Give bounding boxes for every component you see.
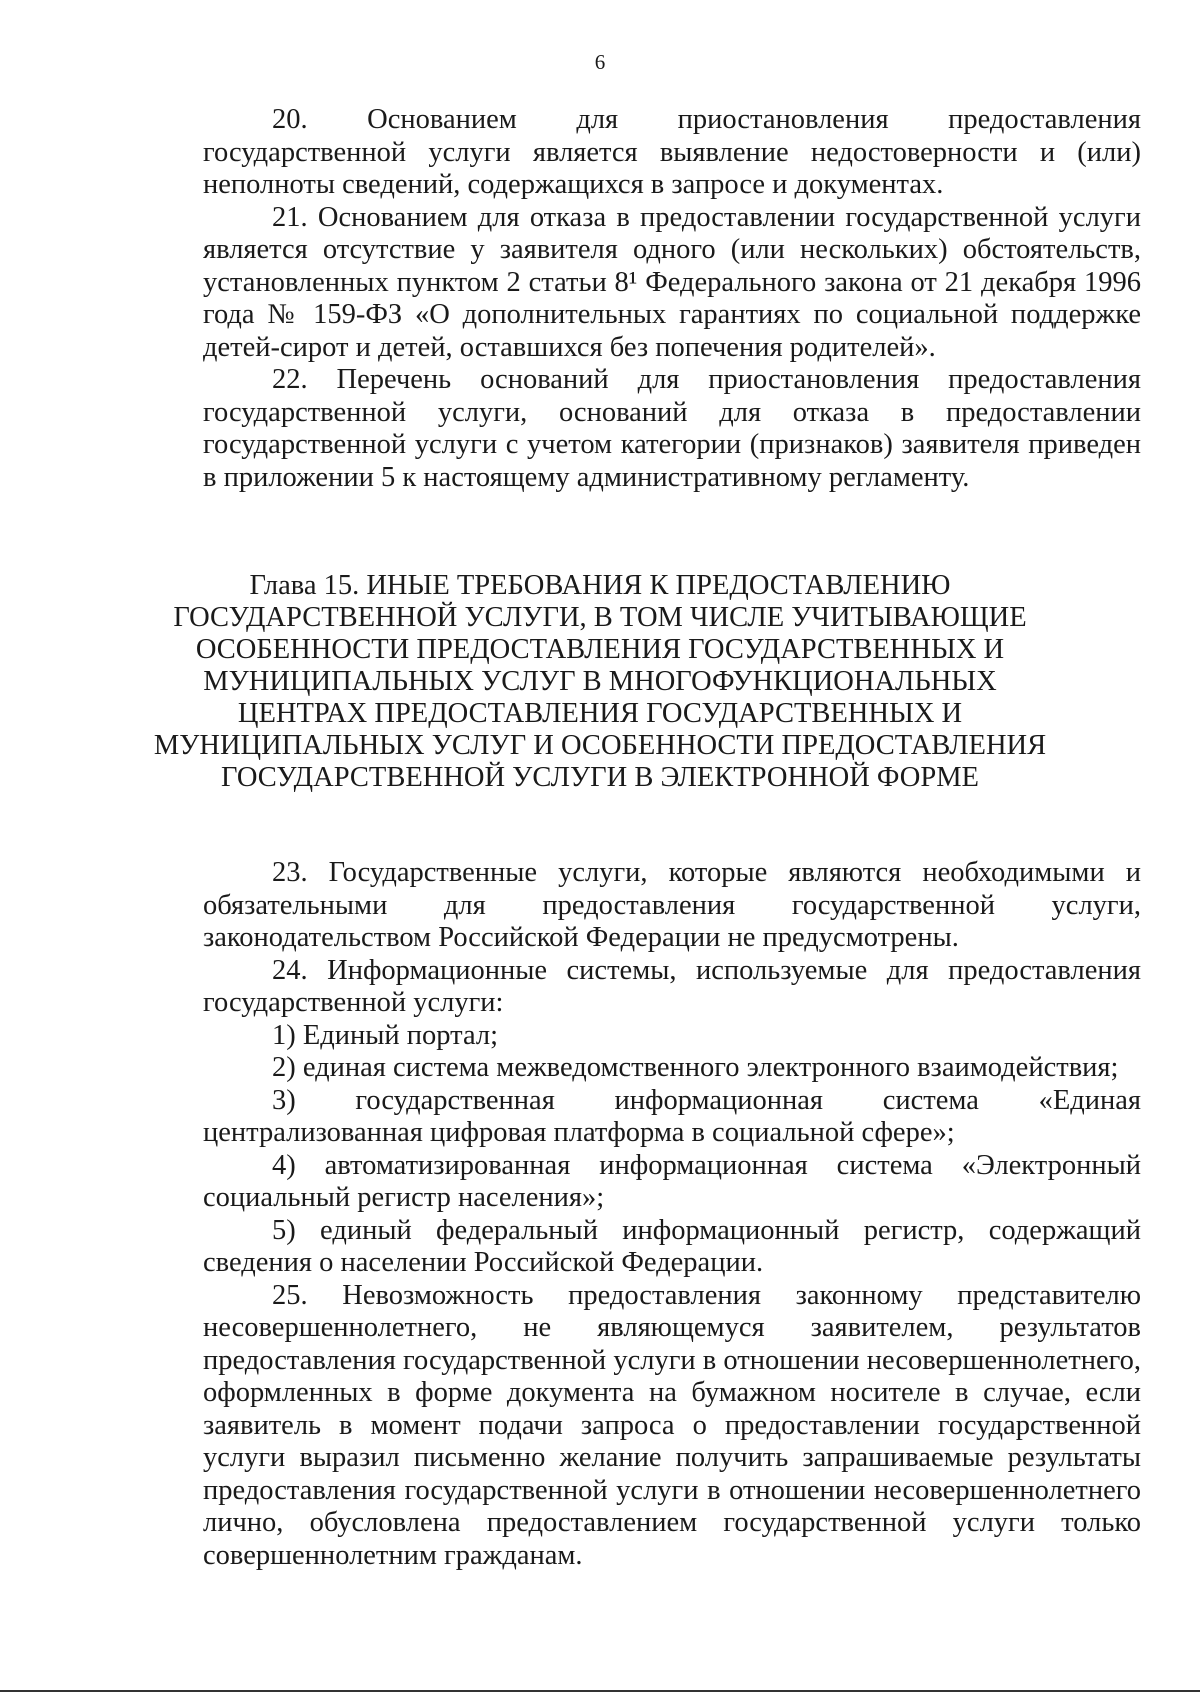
- chapter-heading: Глава 15. ИНЫЕ ТРЕБОВАНИЯ К ПРЕДОСТАВЛЕНИЮ ГОСУДАРСТВЕННОЙ УСЛУГИ, В ТОМ ЧИСЛЕ УЧИТЫВАЮЩИЕ ОСОБЕННОСТИ ПРЕДОСТАВЛЕНИЯ ГОСУДАРСТВЕННЫХ И МУНИЦИПАЛЬНЫХ УСЛУГ В МНОГОФУНКЦИОНАЛЬНЫХ ЦЕНТРАХ ПРЕДОСТАВЛЕНИЯ ГОСУДАРСТВЕННЫХ И МУНИЦИПАЛЬНЫХ УСЛУГ И ОСОБЕННОСТИ ПРЕДОСТАВЛЕНИЯ ГОСУДАРСТВЕННОЙ УСЛУГИ В ЭЛЕКТРОННОЙ ФОРМЕ: [153, 570, 1047, 793]
- list-item-3: 3) государственная информационная система «Единая централизованная цифровая платформа в социальной сфере»;: [203, 1084, 1141, 1148]
- list-item-4: 4) автоматизированная информационная система «Электронный социальный регистр населения»;: [203, 1149, 1141, 1213]
- document-body-bottom: [203, 857, 1141, 1572]
- paragraph-22: 22. Перечень оснований для приостановления предоставления государственной услуги, оснований для отказа в предоставлении государственной услуги с учетом категории (признаков) заявителя приведен в приложении 5 к настоящему административному регламенту.: [203, 364, 1141, 493]
- list-item-5: 5) единый федеральный информационный регистр, содержащий сведения о населении Российской Федерации.: [203, 1214, 1141, 1278]
- paragraph-24: 24. Информационные системы, используемые для предоставления государственной услуги:: [203, 954, 1141, 1018]
- paragraph-20: 20. Основанием для приостановления предоставления государственной услуги является выявление недостоверности и (или) неполноты сведений, содержащихся в запросе и документах.: [203, 104, 1141, 200]
- paragraph-23: 23. Государственные услуги, которые являются необходимыми и обязательными для предоставления государственной услуги, законодательством Российской Федерации не предусмотрены.: [203, 857, 1141, 953]
- paragraph-21: 21. Основанием для отказа в предоставлении государственной услуги является отсутствие у заявителя одного (или нескольких) обстоятельств, установленных пунктом 2 статьи 8¹ Федерального закона от 21 декабря 1996 года № 159-ФЗ «О дополнительных гарантиях по социальной поддержке детей-сирот и детей, оставшихся без попечения родителей».: [203, 201, 1141, 363]
- bottom-edge-rule: [0, 1690, 1200, 1692]
- paragraph-25: 25. Невозможность предоставления законному представителю несовершеннолетнего, не являющемуся заявителем, результатов предоставления государственной услуги в отношении несовершеннолетнего, оформленных в форме документа на бумажном носителе в случае, если заявитель в момент подачи запроса о предоставлении государственной услуги выразил письменно желание получить запрашиваемые результаты предоставления государственной услуги в отношении несовершеннолетнего лично, обусловлена предоставлением государственной услуги только совершеннолетним гражданам.: [203, 1279, 1141, 1571]
- page-number: 6: [594, 50, 606, 74]
- document-body-top: [203, 104, 1141, 494]
- list-item-2: 2) единая система межведомственного электронного взаимодействия;: [272, 1052, 1119, 1083]
- list-item-1: 1) Единый портал;: [272, 1019, 499, 1051]
